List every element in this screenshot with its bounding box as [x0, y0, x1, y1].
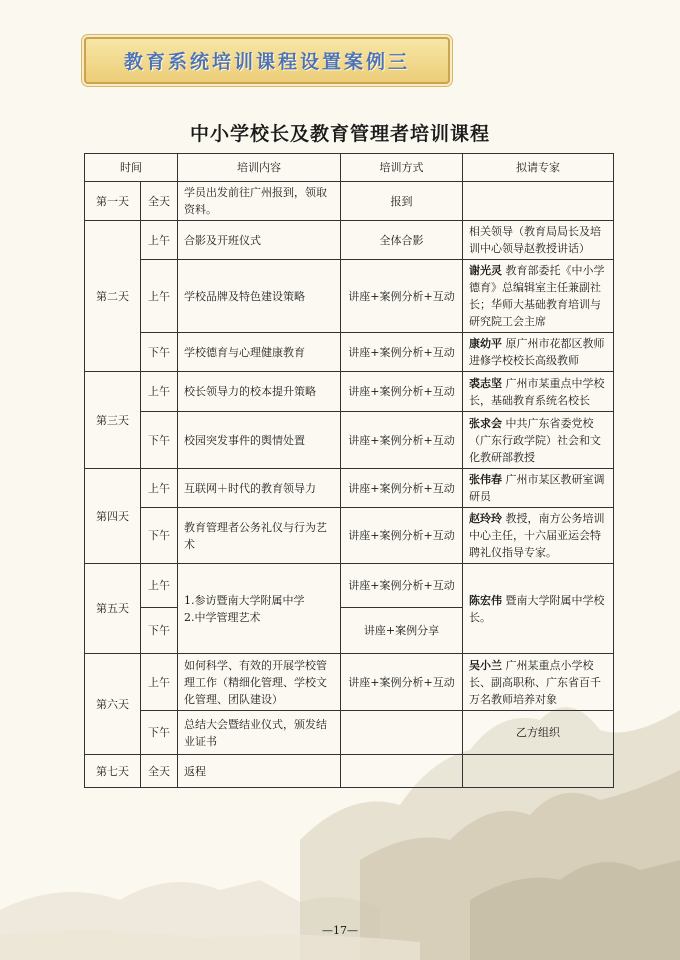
day-cell: 第三天 [85, 372, 141, 469]
period-cell: 全天 [141, 182, 178, 221]
period-cell: 全天 [141, 755, 178, 788]
banner-title: 教育系统培训课程设置案例三 [123, 51, 410, 73]
expert-cell [463, 654, 614, 711]
expert-description: 教授，南方公务培训中心主任，十六届亚运会特聘礼仪指导专家。 [469, 512, 605, 559]
table-title: 中小学校长及教育管理者培训课程 [189, 123, 490, 145]
expert-cell [463, 412, 614, 469]
table-row [85, 469, 614, 508]
content-cell: 学校德育与心理健康教育 [178, 333, 341, 372]
section-banner [84, 37, 450, 84]
method-cell [341, 711, 463, 755]
method-cell: 讲座+案例分析+互动 [341, 564, 463, 608]
column-header-time: 时间 [85, 154, 178, 182]
training-schedule-table [84, 153, 614, 788]
day-cell: 第二天 [85, 221, 141, 372]
table-row [85, 221, 614, 260]
table-header-row [85, 154, 614, 182]
period-cell: 上午 [141, 260, 178, 333]
method-cell: 讲座+案例分析+互动 [341, 469, 463, 508]
table-row [85, 333, 614, 372]
method-cell: 讲座+案例分析+互动 [341, 372, 463, 412]
method-cell [341, 755, 463, 788]
expert-name: 陈宏伟 [469, 593, 502, 607]
table-row [85, 711, 614, 755]
expert-name: 吴小兰 [469, 658, 502, 672]
expert-name: 康幼平 [469, 337, 502, 350]
method-cell: 讲座+案例分享 [341, 608, 463, 654]
expert-name: 张伟春 [469, 473, 502, 486]
column-header-expert: 拟请专家 [463, 154, 614, 182]
expert-description: 中共广东省委党校（广东行政学院）社会和文化教研部教授 [469, 416, 601, 464]
expert-description: 广州市某重点中学校长，基础教育系统名校长 [469, 376, 605, 407]
expert-description: 原广州市花都区教师进修学校校长高级教师 [469, 337, 605, 367]
expert-cell [463, 564, 614, 654]
expert-description: 教育部委托《中小学德育》总编辑室主任兼副社长；华师大基础教育培训与研究院工会主席 [469, 264, 605, 328]
period-cell: 上午 [141, 469, 178, 508]
expert-name: 张求会 [469, 416, 502, 430]
period-cell: 上午 [141, 372, 178, 412]
expert-name: 赵玲玲 [469, 512, 502, 525]
method-cell: 讲座+案例分析+互动 [341, 412, 463, 469]
content-cell: 校园突发事件的舆情处置 [178, 412, 341, 469]
content-cell: 合影及开班仪式 [178, 221, 341, 260]
expert-cell [463, 182, 614, 221]
expert-cell [463, 221, 614, 260]
content-line: 2.中学管理艺术 [184, 610, 261, 624]
table-row [85, 755, 614, 788]
content-cell: 教育管理者公务礼仪与行为艺术 [178, 508, 341, 564]
day-cell: 第一天 [85, 182, 141, 221]
period-cell: 上午 [141, 564, 178, 608]
expert-description: 广州市某区教研室调研员 [469, 473, 605, 503]
content-cell: 总结大会暨结业仪式，颁发结业证书 [178, 711, 341, 755]
method-cell: 讲座+案例分析+互动 [341, 654, 463, 711]
content-cell: 返程 [178, 755, 341, 788]
content-cell: 学校品牌及特色建设策略 [178, 260, 341, 333]
day-cell: 第七天 [85, 755, 141, 788]
period-cell: 下午 [141, 711, 178, 755]
expert-name: 谢光灵 [469, 264, 502, 277]
method-cell: 报到 [341, 182, 463, 221]
method-cell: 全体合影 [341, 221, 463, 260]
day-cell: 第六天 [85, 654, 141, 755]
table-row [85, 182, 614, 221]
content-cell: 互联网＋时代的教育领导力 [178, 469, 341, 508]
expert-cell [463, 469, 614, 508]
expert-cell [463, 260, 614, 333]
period-cell: 下午 [141, 412, 178, 469]
table-row [85, 412, 614, 469]
period-cell: 下午 [141, 608, 178, 654]
expert-cell: 乙方组织 [463, 711, 614, 755]
table-row [85, 508, 614, 564]
content-cell: 如何科学、有效的开展学校管理工作（精细化管理、学校文化管理、团队建设） [178, 654, 341, 711]
period-cell: 下午 [141, 508, 178, 564]
expert-cell [463, 372, 614, 412]
method-cell: 讲座+案例分析+互动 [341, 260, 463, 333]
table-row [85, 564, 614, 608]
expert-cell [463, 508, 614, 564]
table-row [85, 654, 614, 711]
expert-cell [463, 333, 614, 372]
expert-name: 裘志坚 [469, 376, 502, 390]
content-cell: 校长领导力的校本提升策略 [178, 372, 341, 412]
expert-description: 暨南大学附属中学校长。 [469, 593, 605, 624]
method-cell: 讲座+案例分析+互动 [341, 508, 463, 564]
table-row [85, 372, 614, 412]
expert-cell [463, 755, 614, 788]
period-cell: 上午 [141, 221, 178, 260]
expert-description: 相关领导（教育局局长及培训中心领导赵教授讲话） [469, 225, 601, 255]
day-cell: 第四天 [85, 469, 141, 564]
column-header-method: 培训方式 [341, 154, 463, 182]
content-cell [178, 564, 341, 654]
content-cell: 学员出发前往广州报到，领取资料。 [178, 182, 341, 221]
expert-description: 广州某重点小学校长、副高职称、广东省百千万名教师培养对象 [469, 658, 601, 706]
page-number: —17— [322, 924, 358, 937]
table-row [85, 260, 614, 333]
content-line: 1.参访暨南大学附属中学 [184, 593, 305, 607]
period-cell: 上午 [141, 654, 178, 711]
period-cell: 下午 [141, 333, 178, 372]
column-header-content: 培训内容 [178, 154, 341, 182]
day-cell: 第五天 [85, 564, 141, 654]
method-cell: 讲座+案例分析+互动 [341, 333, 463, 372]
